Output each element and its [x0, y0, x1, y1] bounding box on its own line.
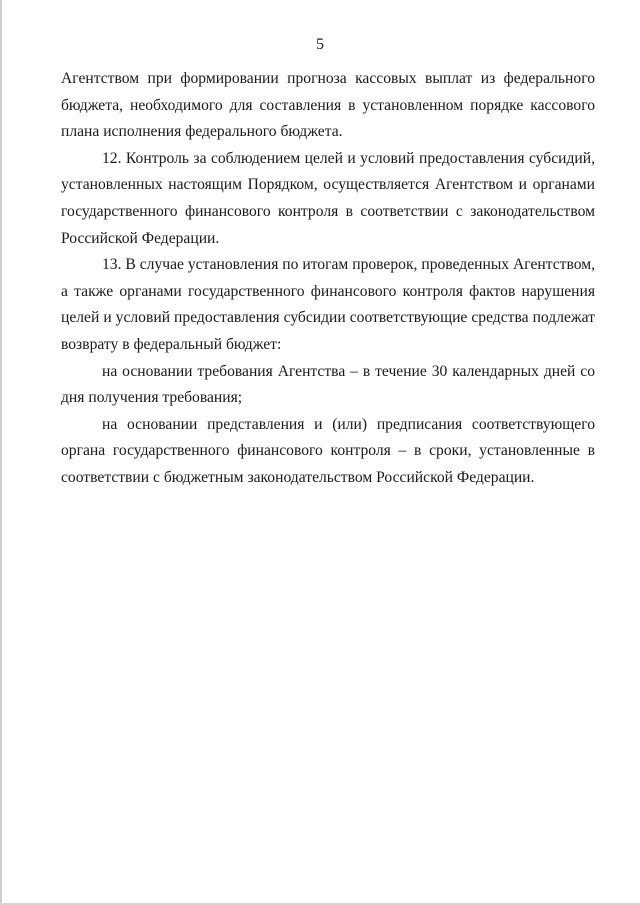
document-body	[61, 66, 595, 492]
page-number: 5	[316, 36, 324, 53]
paragraph-sub-presentation: на основании представления и (или) предписания соответствующего органа государственного финансового контроля – в сроки, установленные в соответствии с бюджетным законодательством Российской Федерации.	[61, 415, 595, 486]
paragraph-item-12: 12. Контроль за соблюдением целей и условий предоставления субсидий, установленных настоящим Порядком, осуществляется Агентством и органами государственного финансового контроля в соответствии с законодательством Российской Федерации.	[61, 149, 595, 247]
paragraph-sub-requirement: на основании требования Агентства – в течение 30 календарных дней со дня получения требования;	[61, 362, 595, 407]
scan-edge-left	[0, 0, 2, 905]
paragraph-item-13: 13. В случае установления по итогам проверок, проведенных Агентством, а также органами государственного финансового контроля фактов нарушения целей и условий предоставления субсидии соответствующие средства подлежат возврату в федеральный бюджет:	[61, 256, 595, 353]
paragraph-continuation: Агентством при формировании прогноза кассовых выплат из федерального бюджета, необходимого для составления в установленном порядке кассового плана исполнения федерального бюджета.	[61, 70, 595, 141]
